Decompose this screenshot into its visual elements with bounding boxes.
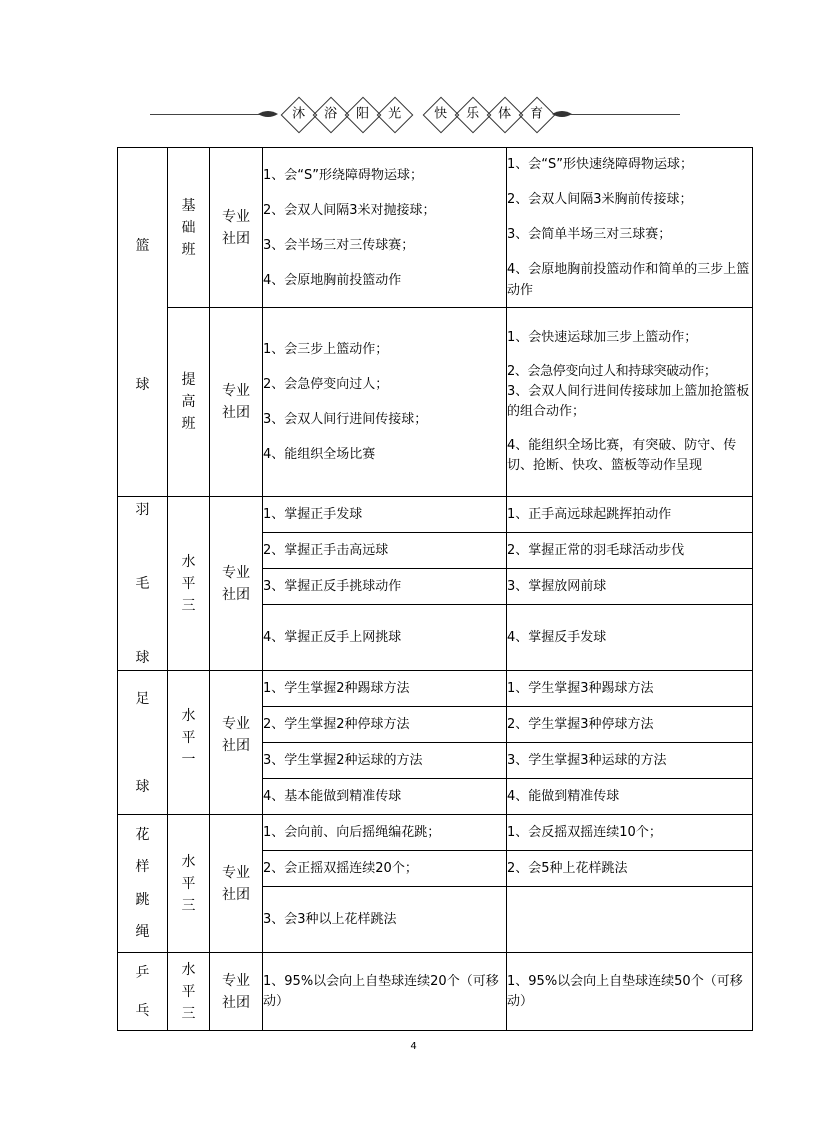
goal-item: 1、会三步上篮动作；	[263, 342, 389, 358]
type-label	[210, 953, 263, 1031]
type-text: 社团	[222, 586, 250, 603]
goal-item: 1、95%以会向上自垫球连续20个（可移动）	[263, 953, 507, 1031]
header-title	[282, 100, 552, 130]
goal-item: 4、掌握反手发球	[507, 605, 753, 671]
goal-item: 1、会反摇双摇连续10个；	[507, 815, 753, 851]
type-text: 专业	[222, 208, 250, 225]
level-char: 水	[181, 553, 196, 570]
level-label	[168, 497, 210, 671]
goal-item: 1、会快速运球加三步上篮动作；	[507, 330, 698, 346]
goal-item: 2、会5种上花样跳法	[507, 851, 753, 887]
goal-item: 2、掌握正常的羽毛球活动步伐	[507, 533, 753, 569]
basic-goals-left	[263, 148, 507, 308]
header-char: 育	[519, 97, 556, 134]
level-label	[168, 953, 210, 1031]
goal-item: 2、学生掌握2种停球方法	[263, 707, 507, 743]
goal-item: 1、会“S”形绕障碍物运球；	[263, 167, 423, 183]
sport-char: 绳	[135, 924, 150, 941]
level-label	[168, 148, 210, 308]
goal-item: 2、学生掌握3种停球方法	[507, 707, 753, 743]
table-row	[118, 148, 753, 308]
header-char: 体	[487, 97, 524, 134]
goal-item: 3、会双人间行进间传接球；	[263, 412, 428, 428]
goal-item: 1、学生掌握3种踢球方法	[507, 671, 753, 707]
level-char: 高	[181, 394, 196, 411]
goal-item: 2、掌握正手击高远球	[263, 533, 507, 569]
curriculum-table	[117, 147, 753, 1031]
sport-char: 球	[135, 778, 150, 795]
goal-item: 1、正手高远球起跳挥拍动作	[507, 497, 753, 533]
goal-item: 3、学生掌握2种运球的方法	[263, 743, 507, 779]
goal-item: 3、会3种以上花样跳法	[263, 887, 507, 953]
sport-basketball	[118, 148, 168, 497]
level-char: 平	[181, 730, 196, 746]
goal-item: 3、会简单半场三对三球赛；	[507, 227, 672, 243]
advanced-goals-left	[263, 308, 507, 497]
type-text: 专业	[222, 716, 250, 732]
ornament-right-icon	[552, 108, 572, 120]
level-char: 础	[181, 219, 196, 236]
sport-char: 球	[135, 377, 150, 393]
level-char: 平	[181, 983, 196, 1000]
level-char: 平	[181, 875, 196, 892]
level-char: 提	[181, 372, 196, 389]
advanced-goals-right	[507, 308, 753, 497]
sport-char: 球	[135, 649, 150, 666]
goal-item: 4、能组织全场比赛，有突破、防守、传切、抢断、快攻、篮板等动作呈现	[507, 438, 737, 474]
type-text: 专业	[222, 864, 250, 881]
table-row	[118, 815, 753, 851]
header-char: 光	[377, 97, 414, 134]
level-char: 班	[181, 416, 196, 433]
goal-item: 1、95%以会向上自垫球连续50个（可移动）	[507, 953, 753, 1031]
level-char: 班	[181, 241, 196, 258]
goal-item: 4、会原地胸前投篮动作和简单的三步上篮动作	[507, 262, 750, 299]
type-text: 社团	[222, 994, 250, 1011]
sport-char: 乓	[135, 1002, 150, 1019]
level-char: 水	[181, 708, 196, 724]
level-char: 水	[181, 961, 196, 978]
level-char: 平	[181, 575, 196, 592]
sport-char: 足	[135, 690, 150, 707]
goal-item: 2、会双人间隔3米对抛接球；	[263, 202, 436, 218]
header-rule-left	[150, 114, 260, 115]
goal-item: 3、掌握正反手挑球动作	[263, 569, 507, 605]
goal-item: 3、掌握放网前球	[507, 569, 753, 605]
level-char: 基	[181, 197, 196, 214]
type-text: 社团	[222, 230, 250, 247]
header-char: 快	[423, 97, 460, 134]
sport-char: 跳	[135, 891, 150, 908]
goal-item: 2、会急停变向过人；	[263, 377, 389, 393]
goal-item: 4、能组织全场比赛	[263, 447, 376, 463]
goal-item: 1、会向前、向后摇绳编花跳；	[263, 815, 507, 851]
goal-item: 3、会半场三对三传球赛；	[263, 237, 415, 253]
level-char: 一	[181, 752, 196, 768]
sport-char: 样	[135, 859, 150, 876]
page-number: 4	[410, 1041, 417, 1052]
level-char: 三	[181, 897, 196, 914]
goal-item: 1、学生掌握2种踢球方法	[263, 671, 507, 707]
type-text: 专业	[222, 383, 250, 400]
type-text: 社团	[222, 405, 250, 422]
sport-char: 花	[135, 826, 150, 843]
type-text: 社团	[222, 738, 250, 754]
level-char: 三	[181, 1005, 196, 1022]
header-char: 沐	[281, 97, 318, 134]
table-row	[118, 953, 753, 1031]
basic-goals-right	[507, 148, 753, 308]
sport-char: 羽	[135, 501, 150, 518]
type-label	[210, 815, 263, 953]
goal-item: 4、能做到精准传球	[507, 779, 753, 815]
level-char: 水	[181, 853, 196, 870]
level-label	[168, 815, 210, 953]
level-label	[168, 308, 210, 497]
header-char: 乐	[455, 97, 492, 134]
goal-item: 3、会双人间行进间传接球加上篮加抢篮板的组合动作；	[507, 384, 750, 420]
table-row	[118, 308, 753, 497]
sport-football	[118, 671, 168, 815]
goal-item: 2、会双人间隔3米胸前传接球；	[507, 192, 693, 208]
sport-char: 毛	[135, 575, 150, 592]
goal-item	[507, 887, 753, 953]
page-header	[150, 98, 680, 132]
goal-item: 4、会原地胸前投篮动作	[263, 272, 402, 288]
sport-pingpong	[118, 953, 168, 1031]
goal-item: 2、会急停变向过人和持球突破动作；	[507, 364, 717, 380]
sport-char: 篮	[135, 238, 150, 254]
type-label	[210, 671, 263, 815]
ornament-left-icon	[258, 108, 278, 120]
header-char: 浴	[313, 97, 350, 134]
header-rule-right	[570, 114, 680, 115]
sport-rope	[118, 815, 168, 953]
goal-item: 3、学生掌握3种运球的方法	[507, 743, 753, 779]
level-label	[168, 671, 210, 815]
sport-char: 乒	[135, 964, 150, 981]
type-text: 专业	[222, 564, 250, 581]
goal-item: 1、掌握正手发球	[263, 497, 507, 533]
type-text: 社团	[222, 886, 250, 903]
header-char: 阳	[345, 97, 382, 134]
type-label	[210, 497, 263, 671]
table-row	[118, 671, 753, 707]
type-text: 专业	[222, 972, 250, 989]
goal-item: 1、会“S”形快速绕障碍物运球；	[507, 157, 693, 173]
goal-item: 4、基本能做到精准传球	[263, 779, 507, 815]
sport-badminton	[118, 497, 168, 671]
table-row	[118, 497, 753, 533]
goal-item: 4、掌握正反手上网挑球	[263, 605, 507, 671]
level-char: 三	[181, 597, 196, 614]
type-label	[210, 308, 263, 497]
goal-item: 2、会正摇双摇连续20个；	[263, 851, 507, 887]
type-label	[210, 148, 263, 308]
